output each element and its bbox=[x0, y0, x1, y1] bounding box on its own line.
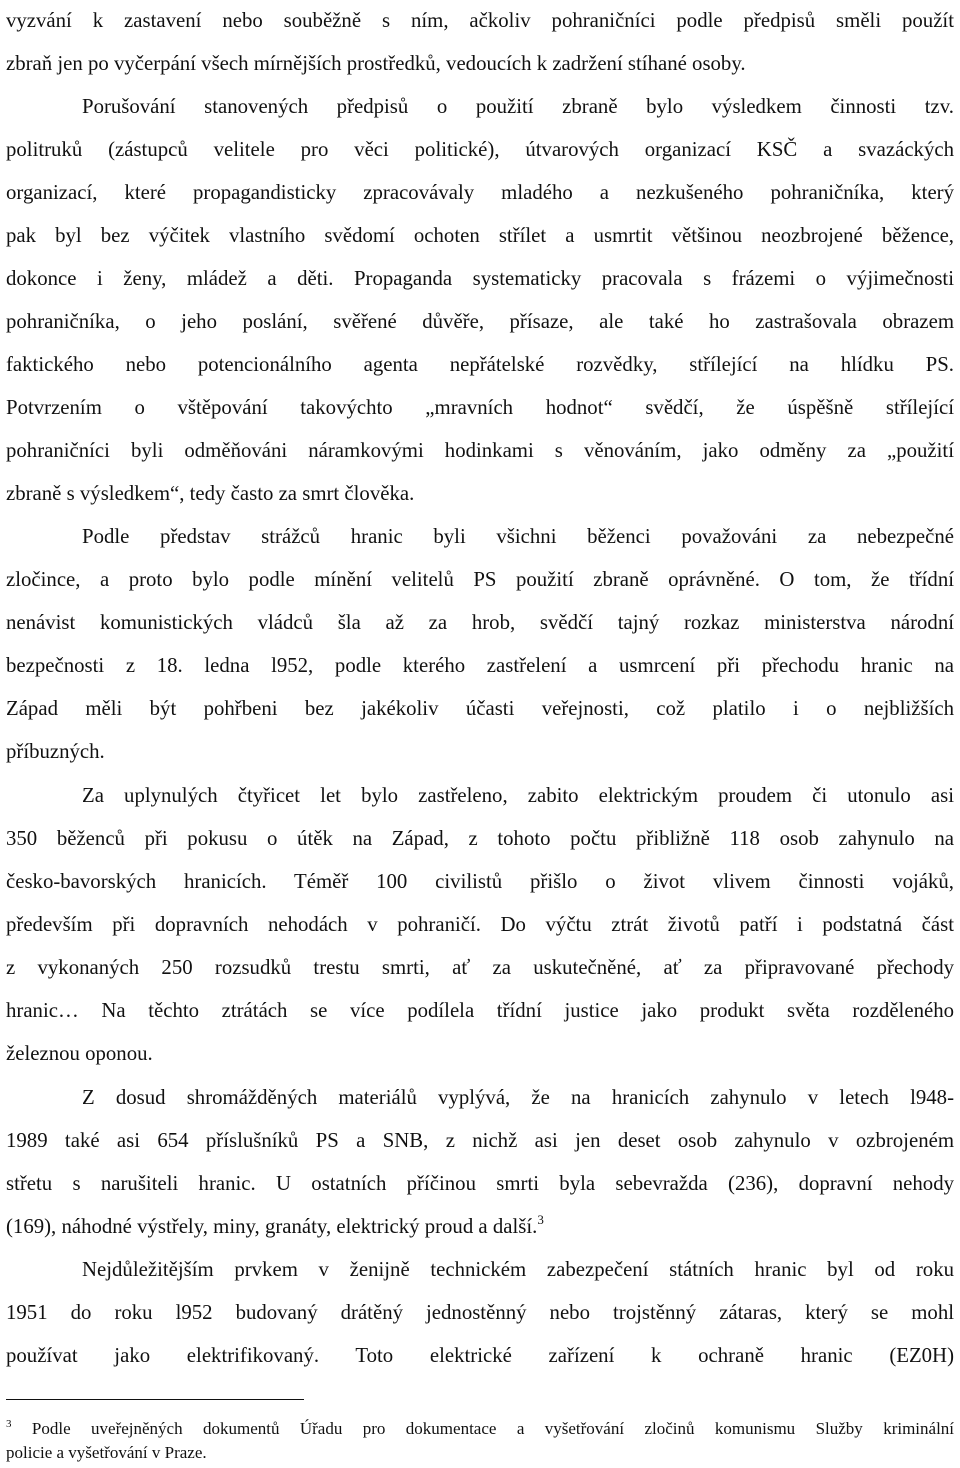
text-line: 350 běženců při pokusu o útěk na Západ, z tohoto počtu přibližně 118 osob zahynulo na bbox=[6, 827, 954, 850]
text-line: 1989 také asi 654 příslušníků PS a SNB, z nichž asi jen deset osob zahynulo v ozbrojeném bbox=[6, 1129, 954, 1152]
text-line-content: (169), náhodné výstřely, miny, granáty, elektrický proud a další. bbox=[6, 1215, 538, 1238]
text-line: Za uplynulých čtyřicet let bylo zastřeleno, zabito elektrickým proudem či utonulo asi bbox=[82, 784, 954, 807]
text-line: česko-bavorských hranicích. Téměř 100 civilistů přišlo o život vlivem činnosti vojáků, bbox=[6, 870, 954, 893]
footnote-text bbox=[6, 1417, 954, 1441]
text-line: železnou oponou. bbox=[6, 1042, 153, 1065]
footnote-line: Podle uveřejněných dokumentů Úřadu pro dokumentace a vyšetřování zločinů komunismu Služby kriminální bbox=[31, 1419, 954, 1438]
text-line: zločince, a proto bylo podle mínění velitelů PS použití zbraně oprávněné. O tom, že třídní bbox=[6, 568, 954, 591]
text-line: používat jako elektrifikovaný. Toto elektrické zařízení k ochraně hranic (EZ0H) bbox=[6, 1344, 954, 1367]
footnote-number: 3 bbox=[6, 1418, 12, 1430]
text-line: dokonce i ženy, mládež a děti. Propaganda systematicky pracovala s frázemi o výjimečnosti bbox=[6, 267, 954, 290]
text-line: z vykonaných 250 rozsudků trestu smrti, ať za uskutečněné, ať za připravované přechody bbox=[6, 956, 954, 979]
text-line: pak byl bez výčitek vlastního svědomí ochoten střílet a usmrtit většinou neozbrojené běžence, bbox=[6, 224, 954, 247]
text-line: střetu s narušiteli hranic. U ostatních příčinou smrti byla sebevražda (236), dopravní nehody bbox=[6, 1172, 954, 1195]
text-line: příbuzných. bbox=[6, 740, 105, 763]
text-line: Západ měli být pohřbeni bez jakékoliv účasti veřejnosti, což platilo i o nejbližších bbox=[6, 697, 954, 720]
text-line: zbraně s výsledkem“, tedy často za smrt člověka. bbox=[6, 482, 415, 505]
footnote-reference[interactable]: 3 bbox=[537, 1212, 544, 1227]
text-line: pohraničníka, o jeho poslání, svěřené důvěře, přísaze, ale také ho zastrašovala obrazem bbox=[6, 310, 954, 333]
text-line: Nejdůležitějším prvkem v ženijně technickém zabezpečení státních hranic byl od roku bbox=[82, 1258, 954, 1281]
text-line: organizací, které propagandisticky zpracovávaly mladého a nezkušeného pohraničníka, který bbox=[6, 181, 954, 204]
text-line: Potvrzením o vštěpování takovýchto „mravních hodnot“ svědčí, že úspěšně střílející bbox=[6, 396, 954, 419]
text-line: 1951 do roku l952 budovaný drátěný jednostěnný nebo trojstěnný zátaras, který se mohl bbox=[6, 1301, 954, 1324]
text-line: především při dopravních nehodách v pohraničí. Do výčtu ztrát životů patří i podstatná část bbox=[6, 913, 954, 936]
footnote-line: policie a vyšetřování v Praze. bbox=[6, 1443, 207, 1462]
text-line: Podle představ strážců hranic byli všichni běženci považováni za nebezpečné bbox=[82, 525, 954, 548]
text-line: Z dosud shromážděných materiálů vyplývá, že na hranicích zahynulo v letech l948- bbox=[82, 1086, 954, 1109]
text-line bbox=[6, 1210, 954, 1244]
footnote-separator bbox=[6, 1399, 304, 1400]
text-line: bezpečnosti z 18. ledna l952, podle kterého zastřelení a usmrcení při přechodu hranic na bbox=[6, 654, 954, 677]
text-line: zbraň jen po vyčerpání všech mírnějších prostředků, vedoucích k zadržení stíhané osoby. bbox=[6, 52, 746, 75]
text-line: faktického nebo potencionálního agenta nepřátelské rozvědky, střílející na hlídku PS. bbox=[6, 353, 954, 376]
text-line: nenávist komunistických vládců šla až za hrob, svědčí tajný rozkaz ministerstva národní bbox=[6, 611, 954, 634]
text-line: Porušování stanovených předpisů o použití zbraně bylo výsledkem činnosti tzv. bbox=[82, 95, 954, 118]
text-line: hranic… Na těchto ztrátách se více podílela třídní justice jako produkt světa rozděleného bbox=[6, 999, 954, 1022]
text-line: vyzvání k zastavení nebo souběžně s ním, ačkoliv pohraničníci podle předpisů směli použít bbox=[6, 9, 954, 32]
text-line: politruků (zástupců velitele pro věci politické), útvarových organizací KSČ a svazáckých bbox=[6, 138, 954, 161]
footnote-text bbox=[6, 1441, 954, 1465]
text-line: pohraničníci byli odměňováni náramkovými hodinkami s věnováním, jako odměny za „použití bbox=[6, 439, 954, 462]
